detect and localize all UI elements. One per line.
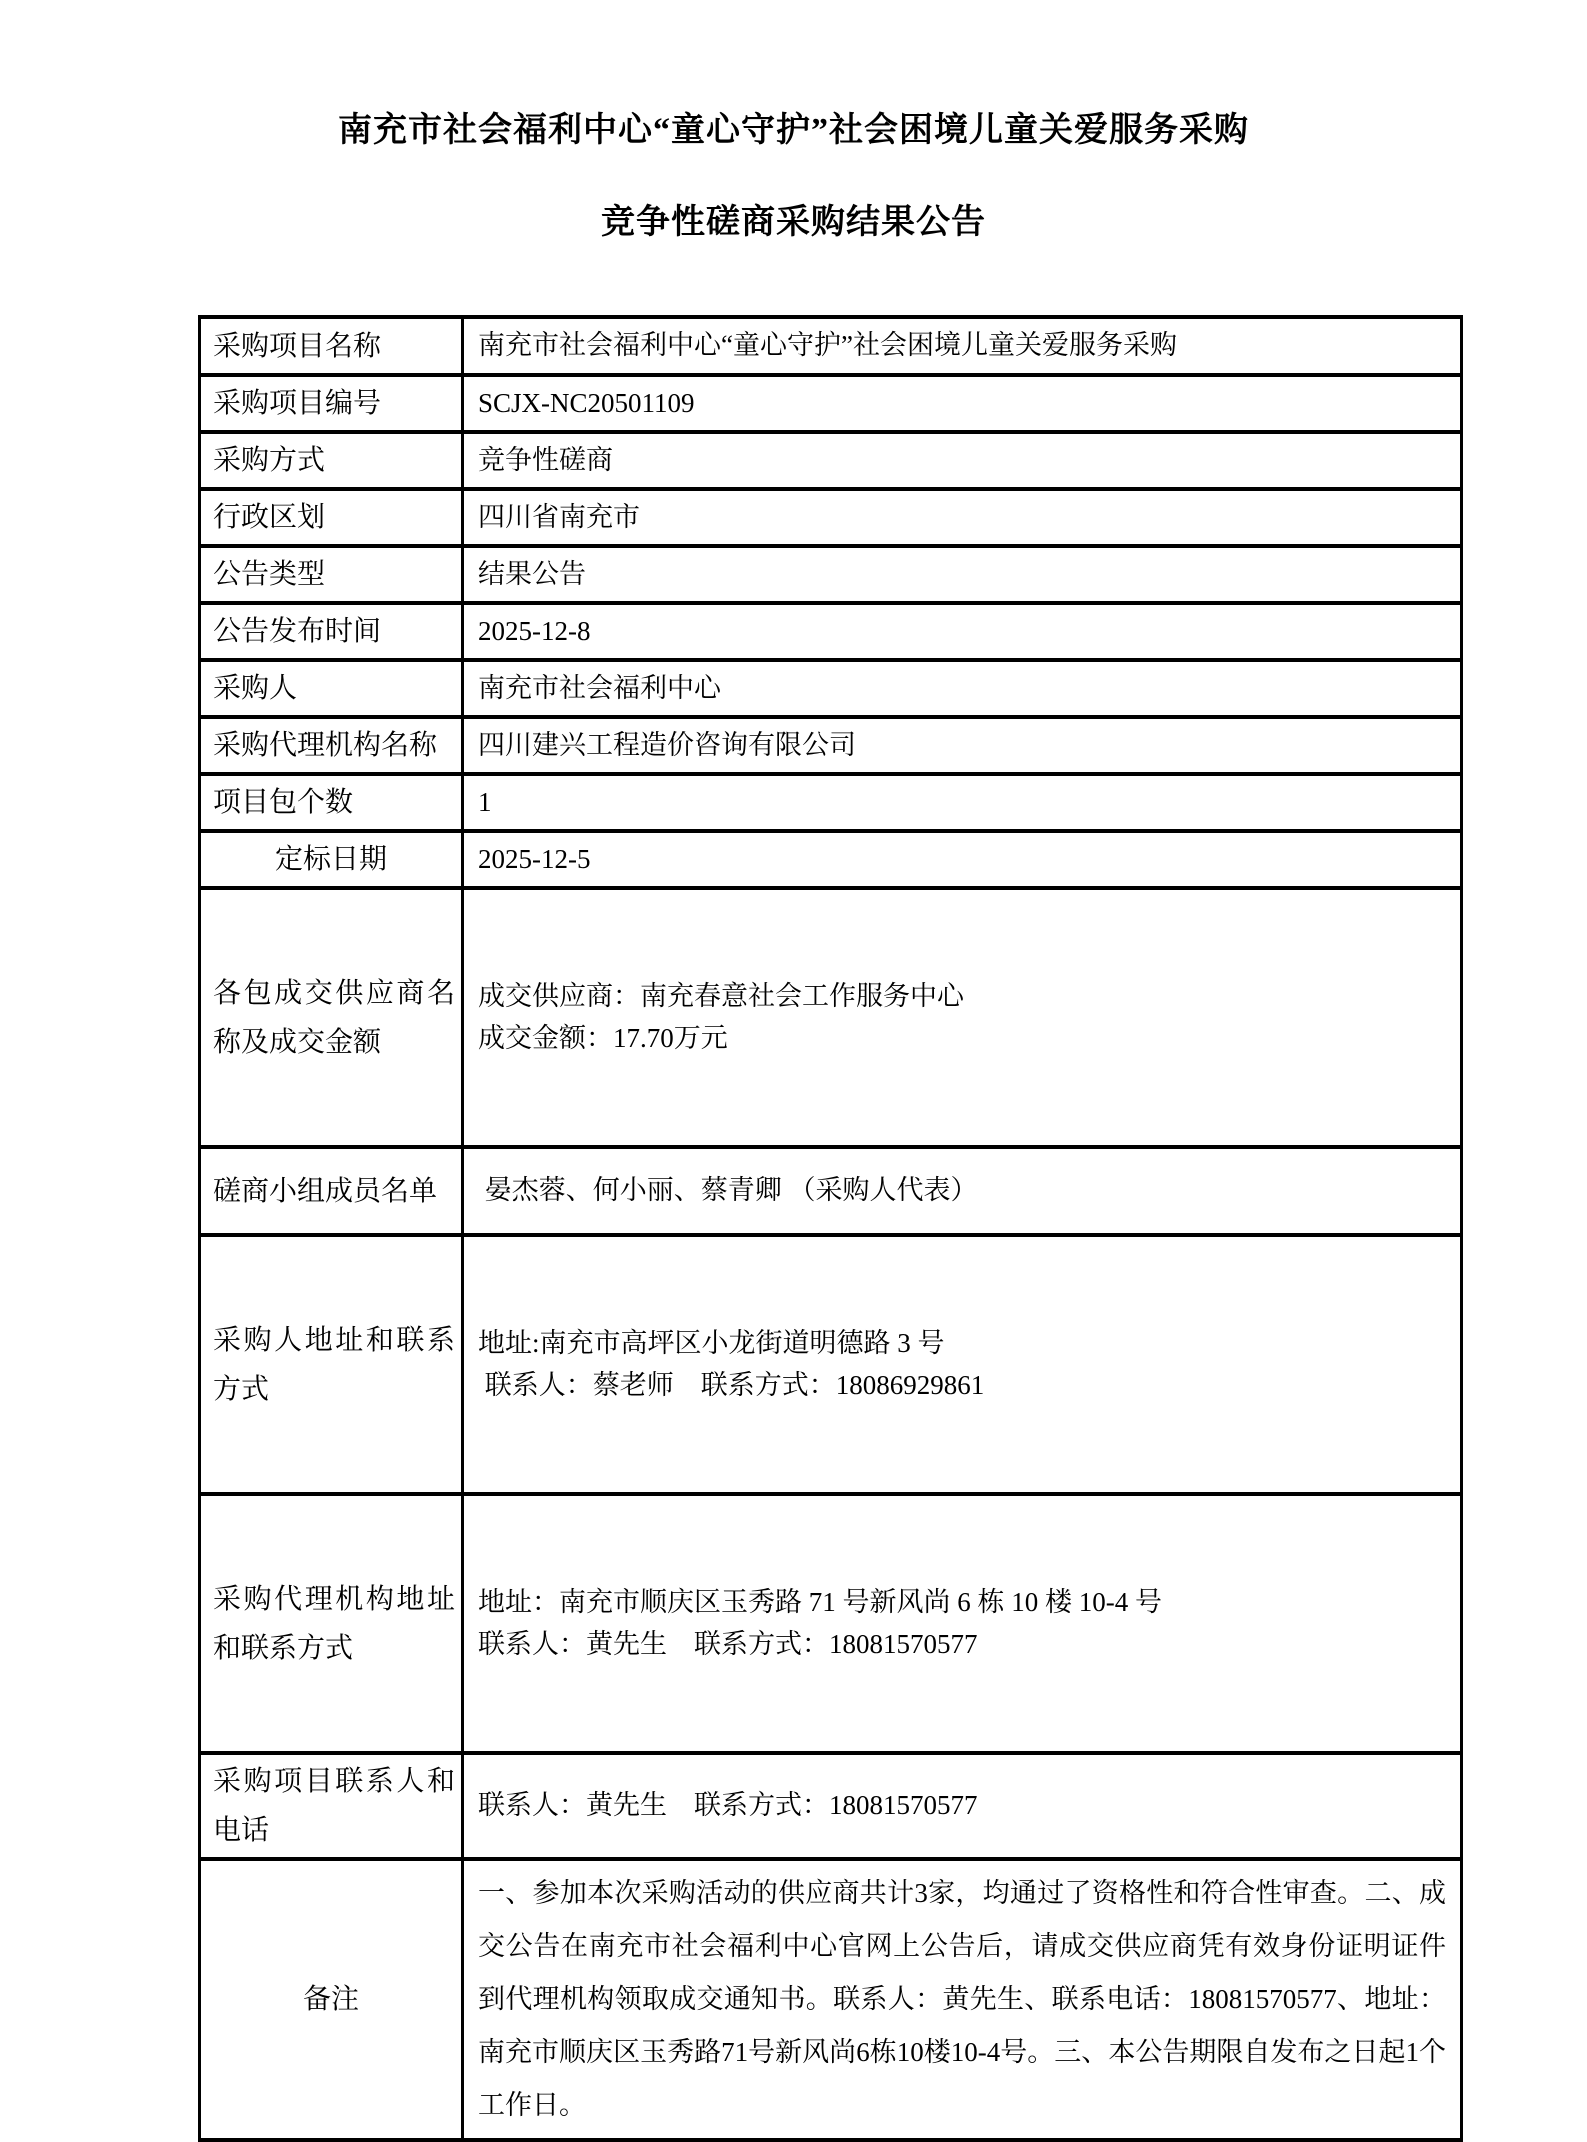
table-row-project-number [200, 375, 1462, 432]
field-value [463, 1235, 1462, 1494]
field-label: 采购代理机构地址和联系方式 [200, 1494, 463, 1753]
field-value-lines [478, 1582, 1446, 1666]
table-row-project-name [200, 317, 1462, 375]
table-row-procurement-method [200, 432, 1462, 489]
field-label: 备注 [200, 1859, 463, 2140]
field-value: 2025-12-8 [463, 603, 1462, 660]
field-label: 采购项目编号 [200, 375, 463, 432]
field-label: 采购方式 [200, 432, 463, 489]
field-value: 晏杰蓉、何小丽、蔡青卿 （采购人代表） [463, 1147, 1462, 1235]
table-row-agency-contact [200, 1494, 1462, 1753]
field-label: 公告发布时间 [200, 603, 463, 660]
field-value: 联系人：黄先生 联系方式：18081570577 [463, 1753, 1462, 1859]
field-label: 磋商小组成员名单 [200, 1147, 463, 1235]
procurement-result-table [198, 315, 1463, 2142]
table-row-project-contact [200, 1753, 1462, 1859]
table-row-agency-name [200, 717, 1462, 774]
table-row-purchaser-contact [200, 1235, 1462, 1494]
table-row-announcement-date [200, 603, 1462, 660]
field-value [463, 888, 1462, 1147]
field-value: 南充市社会福利中心“童心守护”社会困境儿童关爱服务采购 [463, 317, 1462, 375]
table-row-remarks [200, 1859, 1462, 2140]
field-label: 项目包个数 [200, 774, 463, 831]
field-value: 结果公告 [463, 546, 1462, 603]
field-label: 采购代理机构名称 [200, 717, 463, 774]
field-value: 一、参加本次采购活动的供应商共计3家，均通过了资格性和符合性审查。二、成交公告在南充市社会福利中心官网上公告后，请成交供应商凭有效身份证明证件到代理机构领取成交通知书。联系人：黄先生、联系电话：18081570577、地址：南充市顺庆区玉秀路71号新风尚6栋10楼10-4号。三、本公告期限自发布之日起1个工作日。 [463, 1859, 1462, 2140]
field-value: 四川建兴工程造价咨询有限公司 [463, 717, 1462, 774]
field-value-lines [478, 1323, 1446, 1407]
field-label: 采购人地址和联系方式 [200, 1235, 463, 1494]
field-label: 公告类型 [200, 546, 463, 603]
table-row-negotiation-panel [200, 1147, 1462, 1235]
field-label: 各包成交供应商名称及成交金额 [200, 888, 463, 1147]
field-label: 采购人 [200, 660, 463, 717]
agency-contact-line: 联系人：黄先生 联系方式：18081570577 [478, 1628, 978, 1659]
field-value: 1 [463, 774, 1462, 831]
table-row-purchaser [200, 660, 1462, 717]
field-value: 竞争性磋商 [463, 432, 1462, 489]
winning-supplier-line: 成交供应商：南充春意社会工作服务中心 [478, 980, 964, 1011]
field-value-lines [478, 976, 1446, 1060]
field-label: 定标日期 [200, 831, 463, 888]
field-value: 2025-12-5 [463, 831, 1462, 888]
field-value: 南充市社会福利中心 [463, 660, 1462, 717]
agency-address-line: 地址：南充市顺庆区玉秀路 71 号新风尚 6 栋 10 楼 10-4 号 [478, 1586, 1162, 1617]
purchaser-address-line: 地址:南充市高坪区小龙街道明德路 3 号 [478, 1327, 945, 1358]
purchaser-contact-line: 联系人：蔡老师 联系方式：18086929861 [478, 1369, 985, 1400]
document-title-line-2: 竞争性磋商采购结果公告 [601, 204, 986, 241]
field-value [463, 1494, 1462, 1753]
table-row-administrative-region [200, 489, 1462, 546]
winning-amount-line: 成交金额：17.70万元 [478, 1022, 728, 1053]
table-row-package-count [200, 774, 1462, 831]
table-row-award-date [200, 831, 1462, 888]
field-label: 采购项目名称 [200, 317, 463, 375]
document-title-line-1: 南充市社会福利中心“童心守护”社会困境儿童关爱服务采购 [338, 112, 1249, 149]
table-row-announcement-type [200, 546, 1462, 603]
field-label: 行政区划 [200, 489, 463, 546]
field-value: 四川省南充市 [463, 489, 1462, 546]
table-row-winning-supplier-amount [200, 888, 1462, 1147]
field-label: 采购项目联系人和电话 [200, 1753, 463, 1859]
field-value: SCJX-NC20501109 [463, 375, 1462, 432]
